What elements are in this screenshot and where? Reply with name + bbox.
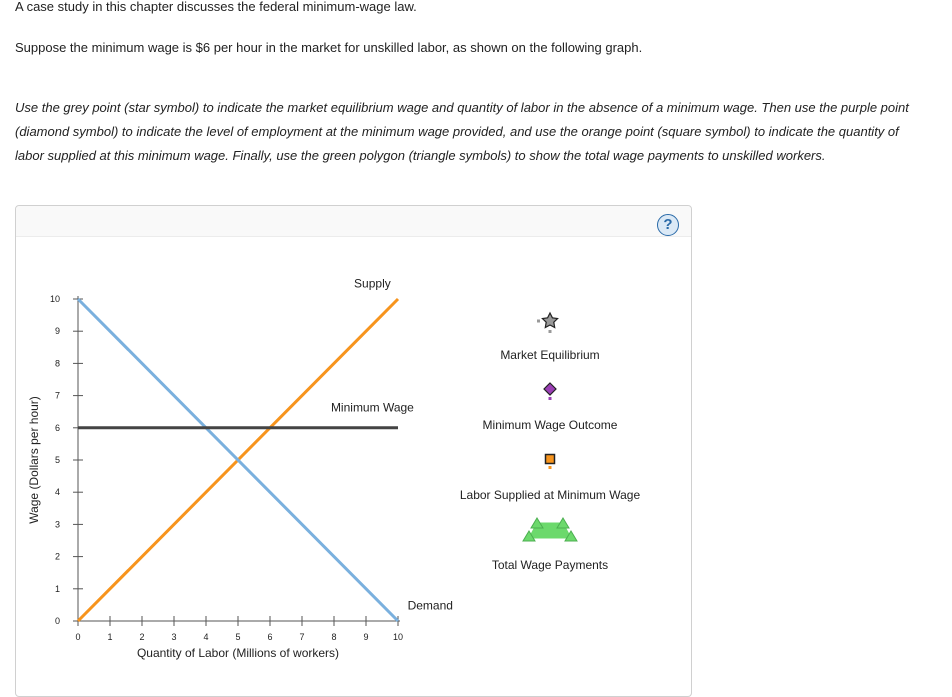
help-button[interactable]: ? xyxy=(657,214,679,236)
y-tick-label: 0 xyxy=(54,616,60,626)
x-tick-label: 7 xyxy=(299,632,305,642)
square-handle xyxy=(549,466,552,469)
star-handle xyxy=(549,330,552,333)
legend-label-minimum-wage-outcome: Minimum Wage Outcome xyxy=(482,418,618,432)
x-tick-label: 4 xyxy=(203,632,209,642)
star-handle xyxy=(537,320,540,323)
instructions: Use the grey point (star symbol) to indicate the market equilibrium wage and quantity of labor in the absence of a minimum wage. Then use the purple point (diamond symbol) to indicate the level of employment at the minimum wage provided, and use the orange point (square symbol) to indicate the quantity of labor supplied at this minimum wage. Finally, use the green polygon (triangle symbols) to show the total wage payments to unskilled workers. xyxy=(15,100,909,163)
minimum-wage-label: Minimum Wage xyxy=(330,400,414,415)
x-tick-label: 3 xyxy=(171,632,177,642)
x-tick-label: 0 xyxy=(75,632,81,642)
y-tick-label: 2 xyxy=(54,551,60,562)
x-tick-label: 1 xyxy=(107,632,113,642)
x-tick-label: 2 xyxy=(139,632,145,642)
diamond-handle xyxy=(549,397,552,400)
x-tick-label: 5 xyxy=(235,632,241,642)
star-icon[interactable] xyxy=(542,313,557,328)
y-tick-label: 4 xyxy=(54,487,60,498)
y-tick-label: 10 xyxy=(49,294,60,304)
diamond-icon[interactable] xyxy=(544,383,556,395)
legend-label-market-equilibrium: Market Equilibrium xyxy=(500,348,600,362)
demand-curve-label: Demand xyxy=(407,598,453,613)
y-tick-label: 1 xyxy=(54,583,60,594)
supply-curve-label: Supply xyxy=(354,276,391,291)
intro-case-study: A case study in this chapter discusses the federal minimum-wage law. xyxy=(15,0,417,14)
x-tick-label: 8 xyxy=(331,632,337,642)
y-tick-label: 5 xyxy=(54,455,60,465)
x-tick-label: 6 xyxy=(267,632,273,642)
legend-label-labor-supplied: Labor Supplied at Minimum Wage xyxy=(459,488,641,502)
y-tick-label: 6 xyxy=(54,422,60,433)
intro-minimum-wage: Suppose the minimum wage is $6 per hour in the market for unskilled labor, as shown on the following graph. xyxy=(15,40,643,55)
y-tick-label: 8 xyxy=(54,358,60,369)
y-tick-label: 9 xyxy=(54,326,60,337)
legend-label-total-wage-payments: Total Wage Payments xyxy=(491,558,609,572)
x-tick-label: 9 xyxy=(363,632,369,642)
y-axis-title: Wage (Dollars per hour) xyxy=(27,396,41,524)
y-tick-label: 3 xyxy=(54,519,60,530)
y-tick-label: 7 xyxy=(54,390,60,401)
x-axis-title: Quantity of Labor (Millions of workers) xyxy=(136,646,340,660)
square-icon[interactable] xyxy=(546,455,555,464)
x-tick-label: 10 xyxy=(392,632,404,642)
